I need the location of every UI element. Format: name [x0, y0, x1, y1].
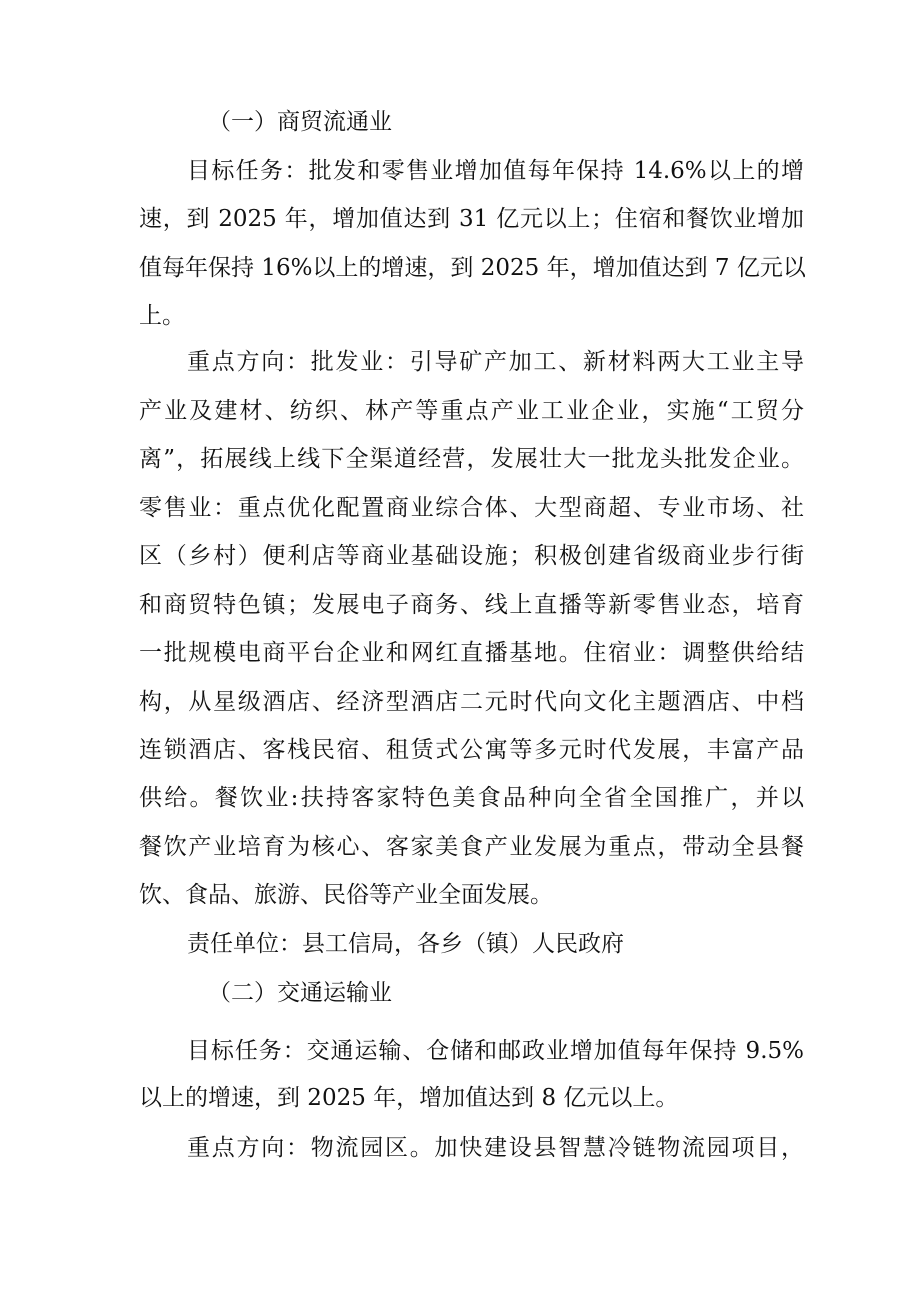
section-heading-2: （二）交通运输业: [208, 980, 392, 1006]
responsible-units: 责任单位：县工信局，各乡（镇）人民政府: [187, 931, 624, 957]
paragraph-line: 目标任务：批发和零售业增加值每年保持 14.6%以上的增: [187, 158, 804, 184]
paragraph-line: 产业及建材、纺织、林产等重点产业工业企业，实施“工贸分: [139, 398, 804, 424]
paragraph-line: 一批规模电商平台企业和网红直播基地。住宿业：调整供给结: [139, 640, 804, 666]
paragraph-line: 区（乡村）便利店等商业基础设施；积极创建省级商业步行街: [139, 543, 804, 569]
paragraph-line: 速，到 2025 年，增加值达到 31 亿元以上；住宿和餐饮业增加: [139, 206, 804, 232]
paragraph-line: 上。: [139, 303, 185, 329]
paragraph-line: 重点方向：物流园区。加快建设县智慧冷链物流园项目，: [187, 1135, 804, 1161]
paragraph-line: 和商贸特色镇；发展电子商务、线上直播等新零售业态，培育: [139, 592, 804, 618]
paragraph-line: 连锁酒店、客栈民宿、租赁式公寓等多元时代发展，丰富产品: [139, 737, 804, 763]
paragraph-line: 值每年保持 16%以上的增速，到 2025 年，增加值达到 7 亿元以: [139, 255, 806, 281]
paragraph-line: 以上的增速，到 2025 年，增加值达到 8 亿元以上。: [139, 1085, 679, 1111]
paragraph-line: 餐饮产业培育为核心、客家美食产业发展为重点，带动全县餐: [139, 834, 804, 860]
paragraph-line: 零售业：重点优化配置商业综合体、大型商超、专业市场、社: [139, 495, 804, 521]
paragraph-line: 构，从星级酒店、经济型酒店二元时代向文化主题酒店、中档: [139, 689, 804, 715]
paragraph-line: 目标任务：交通运输、仓储和邮政业增加值每年保持 9.5%: [187, 1038, 804, 1064]
paragraph-line: 重点方向：批发业：引导矿产加工、新材料两大工业主导: [187, 349, 804, 375]
section-heading-1: （一）商贸流通业: [208, 109, 392, 135]
paragraph-line: 离”，拓展线上线下全渠道经营，发展壮大一批龙头批发企业。: [139, 446, 804, 472]
paragraph-line: 供给。餐饮业:扶持客家特色美食品种向全省全国推广，并以: [139, 785, 804, 811]
paragraph-line: 饮、食品、旅游、民俗等产业全面发展。: [139, 882, 553, 908]
